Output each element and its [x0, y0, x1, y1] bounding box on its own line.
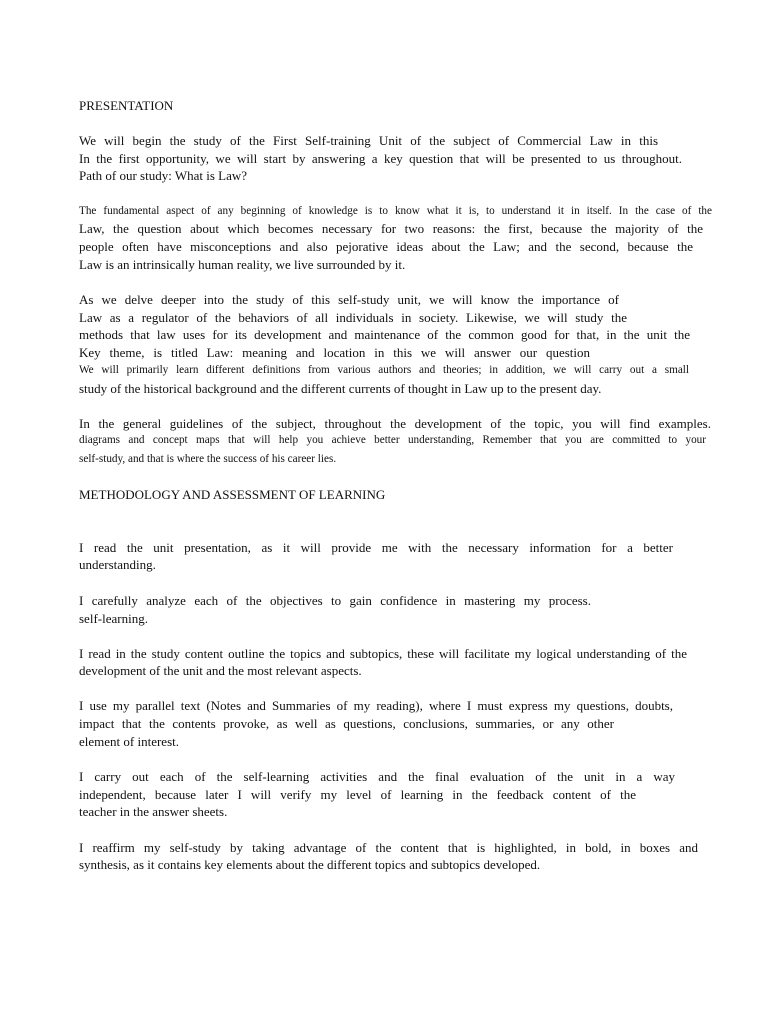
presentation-para1-line2: In the first opportunity, we will start by answering a key question that will be presented to us throughout.	[79, 151, 682, 166]
presentation-para3-line4: Key theme, is titled Law: meaning and location in this we will answer our question	[79, 345, 590, 360]
methodology-item2-line1: I carefully analyze each of the objectives to gain confidence in mastering my process.	[79, 593, 591, 608]
presentation-para1-line3: Path of our study: What is Law?	[79, 168, 248, 183]
presentation-para4-line2: diagrams and concept maps that will help you achieve better understanding, Remember that you are committed to your	[79, 434, 706, 446]
presentation-para2-line4: Law is an intrinsically human reality, we live surrounded by it.	[79, 257, 406, 272]
methodology-item1-line1: I read the unit presentation, as it will provide me with the necessary information for a better	[79, 540, 673, 555]
presentation-para1-line1: We will begin the study of the First Self-training Unit of the subject of Commercial Law in this	[79, 133, 658, 148]
methodology-item4-line2: impact that the contents provoke, as well as questions, conclusions, summaries, or any other	[79, 716, 614, 731]
presentation-para3-line5: We will primarily learn different definitions from various authors and theories; in addition, we will carry out a small	[79, 364, 689, 376]
presentation-para3-line3: methods that law uses for its development and maintenance of the common good for that, in the unit the	[79, 327, 690, 342]
presentation-para2-line2: Law, the question about which becomes necessary for two reasons: the first, because the majority of the	[79, 221, 703, 236]
methodology-item4-line1: I use my parallel text (Notes and Summaries of my reading), where I must express my questions, doubts,	[79, 698, 673, 713]
methodology-item2-line2: self-learning.	[79, 611, 148, 626]
presentation-para2-line3: people often have misconceptions and also pejorative ideas about the Law; and the second, because the	[79, 239, 693, 254]
methodology-item6-line1: I reaffirm my self-study by taking advantage of the content that is highlighted, in bold, in boxes and	[79, 840, 698, 855]
methodology-item3-line2: development of the unit and the most relevant aspects.	[79, 663, 362, 678]
presentation-para4-line1: In the general guidelines of the subject, throughout the development of the topic, you will find examples.	[79, 416, 711, 431]
methodology-item5-line2: independent, because later I will verify my level of learning in the feedback content of the	[79, 787, 636, 802]
presentation-heading: PRESENTATION	[79, 98, 174, 113]
presentation-para3-line1: As we delve deeper into the study of this self-study unit, we will know the importance of	[79, 292, 619, 307]
presentation-para2-line1: The fundamental aspect of any beginning of knowledge is to know what it is, to understand it in itself. In the case of the	[79, 205, 712, 217]
methodology-item1-line2: understanding.	[79, 557, 156, 572]
methodology-heading: METHODOLOGY AND ASSESSMENT OF LEARNING	[79, 487, 386, 502]
presentation-para4-line3: self-study, and that is where the success of his career lies.	[79, 453, 337, 465]
methodology-item3-line1: I read in the study content outline the topics and subtopics, these will facilitate my logical understanding of the	[79, 646, 687, 661]
methodology-item4-line3: element of interest.	[79, 734, 179, 749]
methodology-item5-line1: I carry out each of the self-learning activities and the final evaluation of the unit in a way	[79, 769, 675, 784]
presentation-para3-line6: study of the historical background and the different currents of thought in Law up to the present day.	[79, 381, 602, 396]
presentation-para3-line2: Law as a regulator of the behaviors of all individuals in society. Likewise, we will study the	[79, 310, 627, 325]
methodology-item5-line3: teacher in the answer sheets.	[79, 804, 228, 819]
methodology-item6-line2: synthesis, as it contains key elements about the different topics and subtopics developed.	[79, 857, 541, 872]
